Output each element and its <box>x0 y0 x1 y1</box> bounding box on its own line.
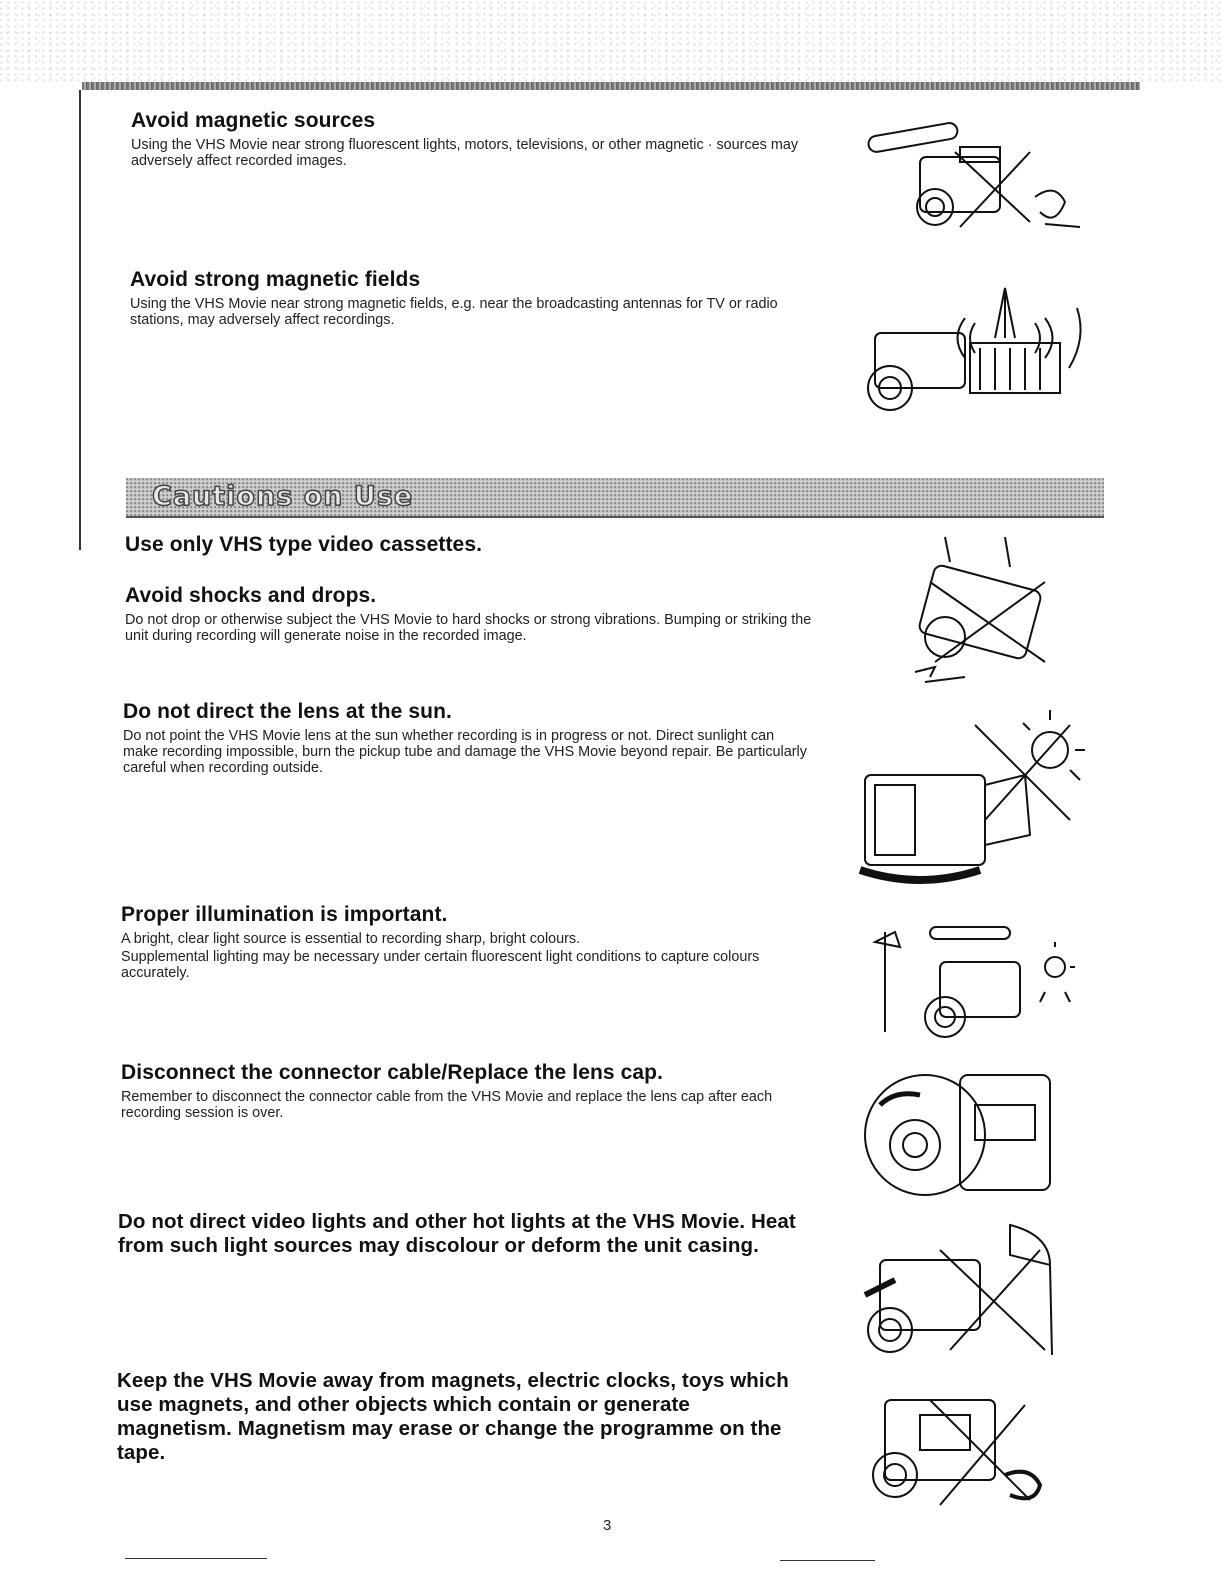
caution-hot-lights <box>118 1210 808 1258</box>
cautions-on-use-banner <box>126 478 1104 518</box>
body-text: Using the VHS Movie near strong fluorescent lights, motors, televisions, or other magnetic · sources may adversely affect recorded images. <box>131 137 799 169</box>
top-rule <box>82 82 1140 90</box>
camera-pointed-at-sun-illustration <box>855 705 1085 890</box>
camera-near-magnet-illustration <box>860 1380 1060 1510</box>
caution-vhs-cassettes <box>125 533 825 557</box>
body-text: A bright, clear light source is essential to recording sharp, bright colours. <box>121 931 581 947</box>
bottom-rule-right <box>780 1560 875 1561</box>
heading: Avoid strong magnetic fields <box>130 268 421 291</box>
body-text-2: Supplemental lighting may be necessary under certain fluorescent light conditions to capture colours accurately. <box>121 949 760 981</box>
body-text: Do not point the VHS Movie lens at the sun whether recording is in progress or not. Direct sunlight can make recording impossible, burn the pickup tube and damage the VHS Movie beyond repair. Be particularly careful when recording outside. <box>123 728 807 776</box>
heading: Avoid shocks and drops. <box>125 584 377 607</box>
left-margin-rule <box>79 90 81 550</box>
body-text: Do not drop or otherwise subject the VHS Movie to hard shocks or strong vibrations. Bumping or striking the unit during recording will generate noise in the recorded image. <box>125 612 812 644</box>
heading: Disconnect the connector cable/Replace the lens cap. <box>121 1061 664 1084</box>
heading: Do not direct video lights and other hot lights at the VHS Movie. Heat from such light sources may discolour or deform the unit casing. <box>118 1210 796 1257</box>
heading: Avoid magnetic sources <box>131 109 376 132</box>
camera-with-lighting-illustration <box>870 922 1075 1052</box>
heading: Keep the VHS Movie away from magnets, electric clocks, toys which use magnets, and other objects which contain or generate magnetism. Magnetism may erase or change the programme on the tape. <box>117 1369 789 1464</box>
heading: Use only VHS type video cassettes. <box>125 533 483 556</box>
dropped-camera-illustration <box>895 532 1070 692</box>
heading: Do not direct the lens at the sun. <box>123 700 452 723</box>
top-halftone-band <box>0 0 1224 82</box>
camera-near-fluorescent-light-illustration <box>860 112 1090 237</box>
caution-shocks-and-drops <box>125 584 815 644</box>
camera-near-antenna-illustration <box>855 278 1095 428</box>
body-text: Remember to disconnect the connector cable from the VHS Movie and replace the lens cap after each recording session is over. <box>121 1089 773 1121</box>
camera-with-hot-light-illustration <box>860 1215 1065 1360</box>
caution-proper-illumination <box>121 903 811 981</box>
lens-cap-illustration <box>860 1065 1060 1200</box>
caution-lens-at-sun <box>123 700 813 776</box>
caution-keep-away-from-magnets <box>117 1369 807 1465</box>
caution-disconnect-cable-lens-cap <box>121 1061 811 1121</box>
section-avoid-magnetic-sources <box>131 109 831 169</box>
page-number: 3 <box>603 1517 612 1534</box>
banner-title: Cautions on Use <box>152 481 414 512</box>
heading: Proper illumination is important. <box>121 903 448 926</box>
section-avoid-strong-magnetic-fields <box>130 268 830 328</box>
body-text: Using the VHS Movie near strong magnetic fields, e.g. near the broadcasting antennas for TV or radio stations, may adversely affect recordings. <box>130 296 778 328</box>
bottom-rule-left <box>125 1558 267 1559</box>
